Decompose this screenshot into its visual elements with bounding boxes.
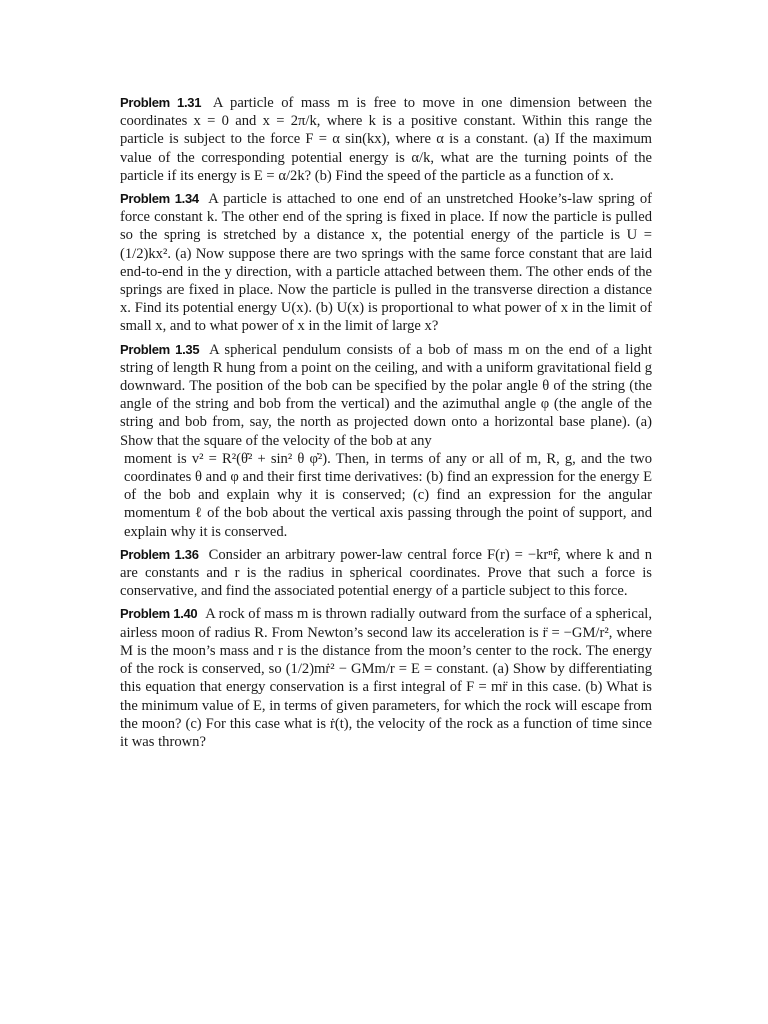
problem-1-40 bbox=[120, 605, 652, 751]
problem-text-continuation: moment is v² = R²(θ̇² + sin² θ φ̇²). Then, in terms of any or all of m, R, g, and the two coordinates θ and φ and their first time derivatives: (b) find an expression for the energy E of the bob and explain why it is conserved; (c) find an expression for the angular momentum ℓ of the bob about the vertical axis passing through the point of support, and explain why it is conserved. bbox=[124, 450, 652, 540]
problem-label: Problem 1.40 bbox=[120, 606, 198, 622]
problem-1-31 bbox=[120, 94, 652, 185]
problem-1-35 bbox=[120, 341, 652, 450]
problem-text: A particle of mass m is free to move in one dimension between the coordinates x = 0 and x = 2π/k, where k is a positive constant. Within this range the particle is subject to the force F = α sin(kx), where α is a constant. (a) If the maximum value of the corresponding potential energy is α/k, what are the turning points of the particle if its energy is E = α/2k? (b) Find the speed of the particle as a function of x. bbox=[120, 95, 652, 184]
problem-label: Problem 1.35 bbox=[120, 341, 200, 357]
problem-label: Problem 1.34 bbox=[120, 191, 199, 207]
problem-1-36 bbox=[120, 546, 652, 601]
problem-text: A rock of mass m is thrown radially outward from the surface of a spherical, airless moon of radius R. From Newton’s second law its acceleration is r̈ = −GM/r², where M is the moon’s mass and r is the distance from the moon’s center to the rock. The energy of the rock is conserved, so (1/2)mṙ² − GMm/r = E = constant. (a) Show by differentiating this equation that energy conservation is a first integral of F = mr̈ in this case. (b) What is the minimum value of E, in terms of given parameters, for which the rock will escape from the moon? (c) For this case what is ṙ(t), the velocity of the rock as a function of time since it was thrown? bbox=[120, 606, 653, 750]
problem-text: A particle is attached to one end of an unstretched Hooke’s-law spring of force constant k. The other end of the spring is fixed in place. If now the particle is pulled so the spring is stretched by a distance x, the potential energy of the particle is U = (1/2)kx². (a) Now suppose there are two springs with the same force constant that are laid end-to-end in the y direction, with a particle attached between them. The other ends of the springs are fixed in place. Now the particle is pulled in the transverse direction a distance x. Find its potential energy U(x). (b) U(x) is proportional to what power of x in the limit of small x, and to what power of x in the limit of large x? bbox=[120, 191, 653, 335]
problem-label: Problem 1.31 bbox=[120, 95, 202, 110]
problem-text: A spherical pendulum consists of a bob of mass m on the end of a light string of length R hung from a point on the ceiling, and with a uniform gravitational field g downward. The position of the bob can be specified by the polar angle θ of the string (the angle of the string and bob from the vertical) and the azimuthal angle φ (the angle of the string and bob from, say, the north as projected down onto a horizontal base plane). (a) Show that the square of the velocity of the bob at any bbox=[120, 341, 653, 449]
problem-label: Problem 1.36 bbox=[120, 546, 199, 562]
problem-text: Consider an arbitrary power-law central force F(r) = −krⁿr̂, where k and n are constants and r is the radius in spherical coordinates. Prove that such a force is conservative, and find the associated potential energy of a particle subject to this force. bbox=[120, 546, 652, 600]
problem-1-34 bbox=[120, 190, 652, 336]
problem-1-35-continuation bbox=[120, 450, 652, 541]
document-page bbox=[120, 94, 652, 756]
